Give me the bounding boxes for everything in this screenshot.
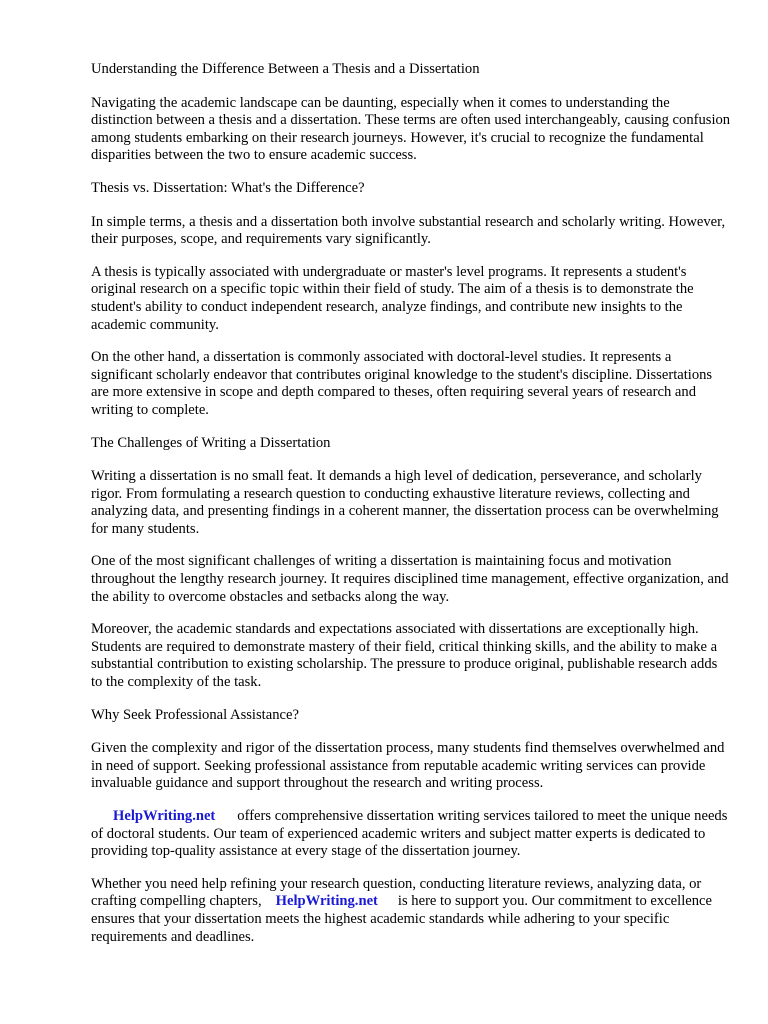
offers-text: offers comprehensive dissertation writing services tailored to meet the unique needs of doctoral students. Our team of experienced academic writers and subject matter experts is dedicated to providing top-quality assistance at every stage of the dissertation journey.	[91, 808, 728, 860]
offers-paragraph	[91, 808, 731, 861]
challenges-paragraph-1: Writing a dissertation is no small feat. It demands a high level of dedication, perseverance, and scholarly rigor. From formulating a research question to conducting exhaustive literature reviews, collecting and analyzing data, and presenting findings in a coherent manner, the dissertation process can be overwhelming for many students.	[91, 468, 719, 537]
assistance-paragraph: Given the complexity and rigor of the dissertation process, many students find themselves overwhelmed and in need of support. Seeking professional assistance from reputable academic writing services can provide invaluable guidance and support throughout the research and writing process.	[91, 740, 725, 792]
challenges-paragraph-3: Moreover, the academic standards and expectations associated with dissertations are exceptionally high. Students are required to demonstrate mastery of their field, critical thinking skills, and the ability to make a substantial contribution to existing scholarship. The pressure to produce original, publishable research adds to the complexity of the task.	[91, 621, 718, 691]
document-page	[91, 61, 731, 961]
challenges-paragraph-2: One of the most significant challenges of writing a dissertation is maintaining focus and motivation throughout the lengthy research journey. It requires disciplined time management, effective organization, and the ability to overcome obstacles and setbacks along the way.	[91, 553, 729, 605]
whether-text-start: Whether you need help refining your research question, conducting literature reviews, analyzing data, or crafting compelling chapters,	[91, 875, 702, 910]
document-title: Understanding the Difference Between a Thesis and a Dissertation	[91, 61, 480, 77]
whether-text-end: is here to support you. Our commitment to excellence ensures that your dissertation meets the highest academic standards while adhering to your specific requirements and deadlines.	[91, 893, 712, 945]
helpwriting-link-inline[interactable]: HelpWriting.net	[275, 893, 378, 910]
heading-assistance: Why Seek Professional Assistance?	[91, 706, 299, 723]
intro-paragraph: Navigating the academic landscape can be daunting, especially when it comes to understanding the distinction between a thesis and a dissertation. These terms are often used interchangeably, causing confusion among students embarking on their research journeys. However, it's crucial to recognize the fundamental disparities between the two to ensure academic success.	[91, 94, 731, 164]
heading-challenges: The Challenges of Writing a Dissertation	[91, 434, 331, 451]
helpwriting-link[interactable]: HelpWriting.net	[113, 808, 216, 824]
simple-terms-paragraph: In simple terms, a thesis and a dissertation both involve substantial research and scholarly writing. However, their purposes, scope, and requirements vary significantly.	[91, 213, 726, 248]
whether-paragraph	[91, 876, 731, 946]
thesis-paragraph: A thesis is typically associated with undergraduate or master's level programs. It represents a student's original research on a specific topic within their field of study. The aim of a thesis is to demonstrate the student's ability to conduct independent research, analyze findings, and contribute new insights to the academic community.	[91, 263, 694, 333]
dissertation-paragraph: On the other hand, a dissertation is commonly associated with doctoral-level studies. It represents a significant scholarly endeavor that contributes original knowledge to the student's discipline. Dissertations are more extensive in scope and depth compared to theses, often requiring several years of research and writing to complete.	[91, 349, 713, 418]
heading-difference: Thesis vs. Dissertation: What's the Difference?	[91, 179, 365, 196]
